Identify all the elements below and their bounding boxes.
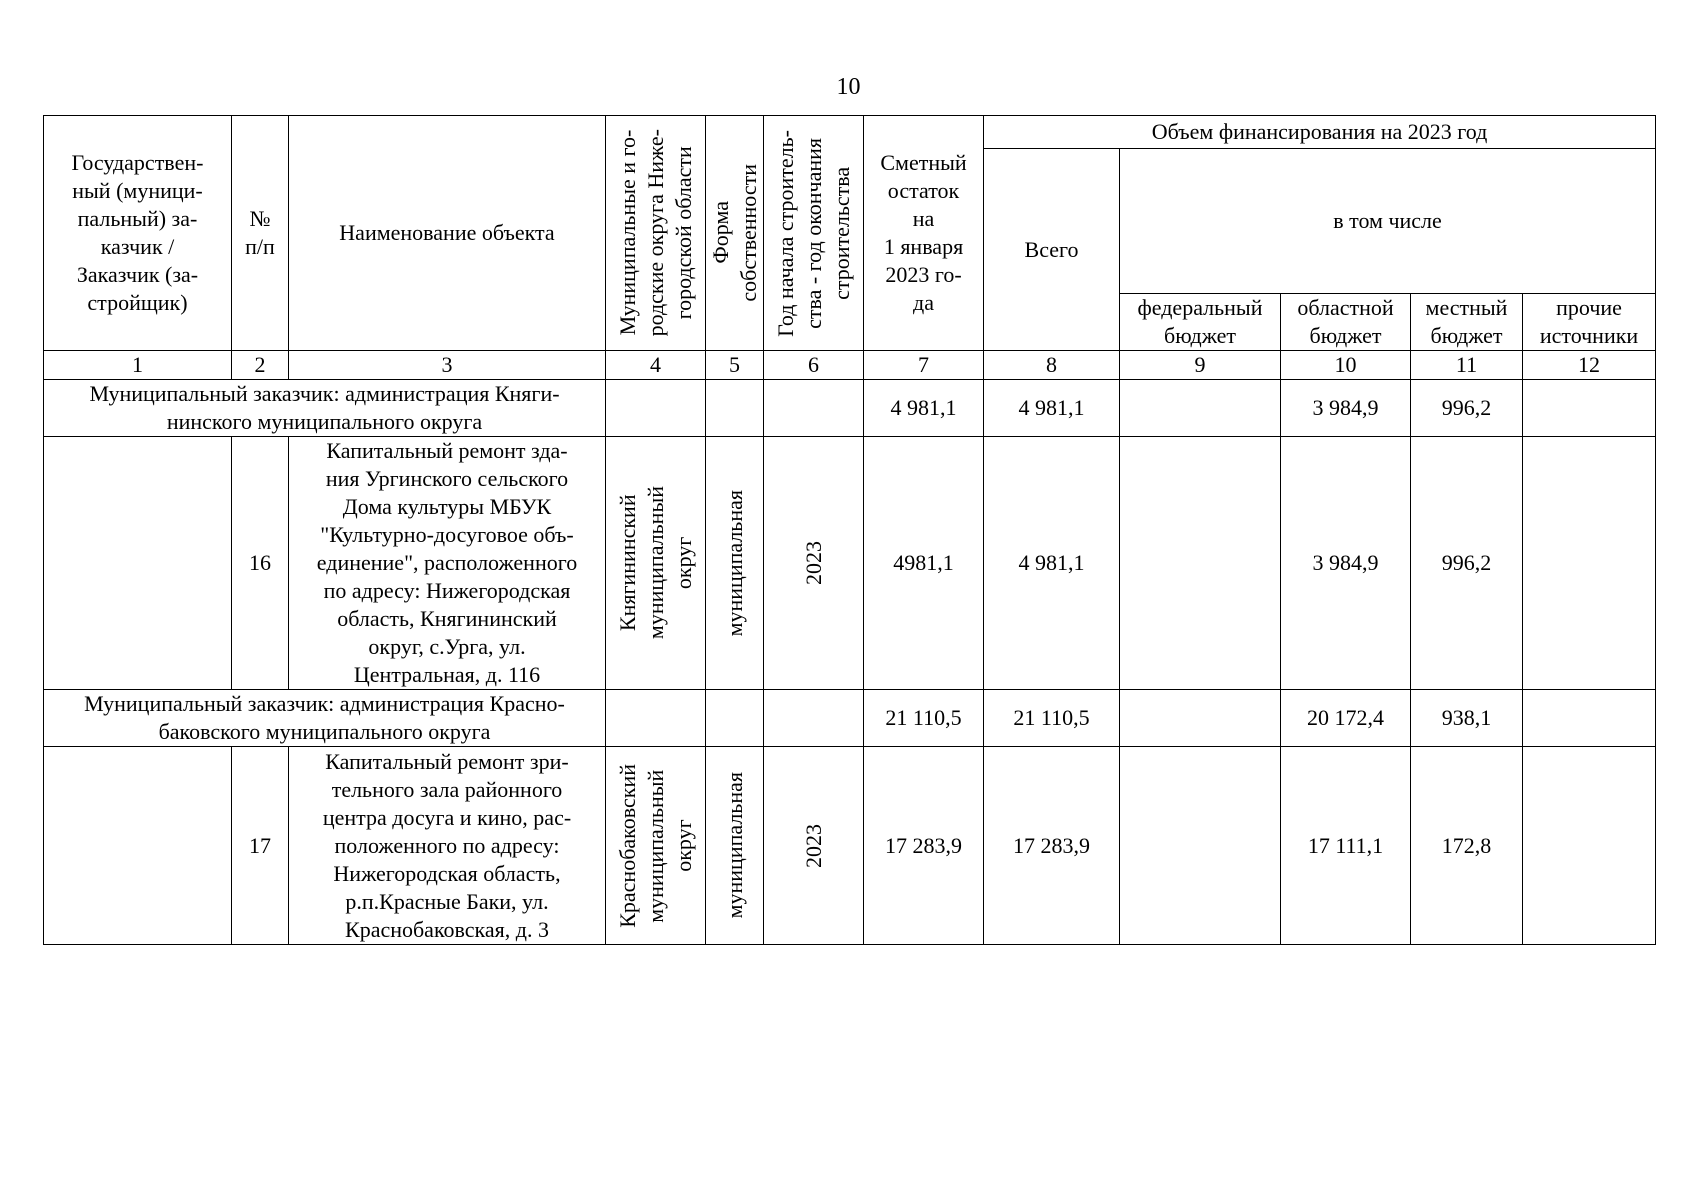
object-district-cell <box>606 437 706 690</box>
object-name: Капитальный ремонт зда- ния Ургинского сельского Дома культуры МБУК "Культурно-досуговое объ- единение", расположенного по адресу: Нижегородская область, Княгининский округ, с.Урга, ул. Центральная, д. 116 <box>289 437 606 690</box>
empty-cell <box>706 690 764 747</box>
header-regional: областной бюджет <box>1281 294 1411 351</box>
empty-cell <box>44 437 232 690</box>
regional-value: 20 172,4 <box>1281 690 1411 747</box>
column-number: 11 <box>1411 351 1523 380</box>
total-value: 4 981,1 <box>984 380 1120 437</box>
column-number: 5 <box>706 351 764 380</box>
column-number: 9 <box>1120 351 1281 380</box>
column-number: 12 <box>1523 351 1656 380</box>
header-district: Муниципальные и го- родские округа Ниже- городской области <box>614 129 696 337</box>
financing-table <box>43 115 1656 945</box>
object-ownership-cell <box>706 747 764 945</box>
column-number: 10 <box>1281 351 1411 380</box>
object-row <box>44 437 1656 690</box>
federal-value <box>1120 437 1281 690</box>
regional-value: 3 984,9 <box>1281 437 1411 690</box>
total-value: 4 981,1 <box>984 437 1120 690</box>
total-value: 17 283,9 <box>984 747 1120 945</box>
header-row-1 <box>44 116 1656 149</box>
column-number: 4 <box>606 351 706 380</box>
regional-value: 3 984,9 <box>1281 380 1411 437</box>
empty-cell <box>764 690 864 747</box>
empty-cell <box>706 380 764 437</box>
header-years: Год начала строитель- ства - год окончания строительства <box>772 129 854 337</box>
empty-cell <box>606 690 706 747</box>
object-district-cell <box>606 747 706 945</box>
column-number: 8 <box>984 351 1120 380</box>
header-other: прочие источники <box>1523 294 1656 351</box>
column-number: 2 <box>232 351 289 380</box>
local-value: 996,2 <box>1411 380 1523 437</box>
column-number: 3 <box>289 351 606 380</box>
page-number: 10 <box>836 74 861 100</box>
other-value <box>1523 747 1656 945</box>
object-num: 16 <box>232 437 289 690</box>
header-local: местный бюджет <box>1411 294 1523 351</box>
other-value <box>1523 690 1656 747</box>
estimate-value: 4 981,1 <box>864 380 984 437</box>
local-value: 938,1 <box>1411 690 1523 747</box>
column-number: 1 <box>44 351 232 380</box>
empty-cell <box>764 380 864 437</box>
customer-name: Муниципальный заказчик: администрация Княги- нинского муниципального округа <box>44 380 606 437</box>
other-value <box>1523 437 1656 690</box>
estimate-value: 17 283,9 <box>864 747 984 945</box>
object-ownership-cell <box>706 437 764 690</box>
other-value <box>1523 380 1656 437</box>
header-including: в том числе <box>1120 149 1656 294</box>
header-years-cell <box>764 116 864 351</box>
object-years-cell <box>764 437 864 690</box>
object-name: Капитальный ремонт зри- тельного зала районного центра досуга и кино, рас- положенного по адресу: Нижегородская область, р.п.Красные Баки, ул. Краснобаковская, д. 3 <box>289 747 606 945</box>
customer-row <box>44 690 1656 747</box>
column-number: 6 <box>764 351 864 380</box>
empty-cell <box>606 380 706 437</box>
object-years-cell <box>764 747 864 945</box>
header-estimate: Сметный остаток на 1 января 2023 го- да <box>864 116 984 351</box>
header-num: № п/п <box>232 116 289 351</box>
federal-value <box>1120 747 1281 945</box>
empty-cell <box>44 747 232 945</box>
object-years: 2023 <box>800 823 826 868</box>
object-row <box>44 747 1656 945</box>
column-number: 7 <box>864 351 984 380</box>
estimate-value: 4981,1 <box>864 437 984 690</box>
column-number-row <box>44 351 1656 380</box>
federal-value <box>1120 690 1281 747</box>
header-federal: федеральный бюджет <box>1120 294 1281 351</box>
regional-value: 17 111,1 <box>1281 747 1411 945</box>
customer-name: Муниципальный заказчик: администрация Красно- баковского муниципального округа <box>44 690 606 747</box>
object-district: Княгининский муниципальный округ <box>614 486 696 640</box>
header-funding-group: Объем финансирования на 2023 год <box>984 116 1656 149</box>
estimate-value: 21 110,5 <box>864 690 984 747</box>
object-ownership: муниципальная <box>721 489 747 637</box>
header-object-name: Наименование объекта <box>289 116 606 351</box>
header-district-cell <box>606 116 706 351</box>
object-num: 17 <box>232 747 289 945</box>
customer-row <box>44 380 1656 437</box>
object-district: Краснобаковский муниципальный округ <box>614 763 696 928</box>
total-value: 21 110,5 <box>984 690 1120 747</box>
header-customer: Государствен- ный (муници- пальный) за- казчик / Заказчик (за- стройщик) <box>44 116 232 351</box>
header-ownership-cell <box>706 116 764 351</box>
header-total: Всего <box>984 149 1120 351</box>
local-value: 996,2 <box>1411 437 1523 690</box>
object-ownership: муниципальная <box>721 772 747 919</box>
local-value: 172,8 <box>1411 747 1523 945</box>
federal-value <box>1120 380 1281 437</box>
object-years: 2023 <box>800 541 826 585</box>
header-ownership: Форма собственности <box>707 164 761 302</box>
